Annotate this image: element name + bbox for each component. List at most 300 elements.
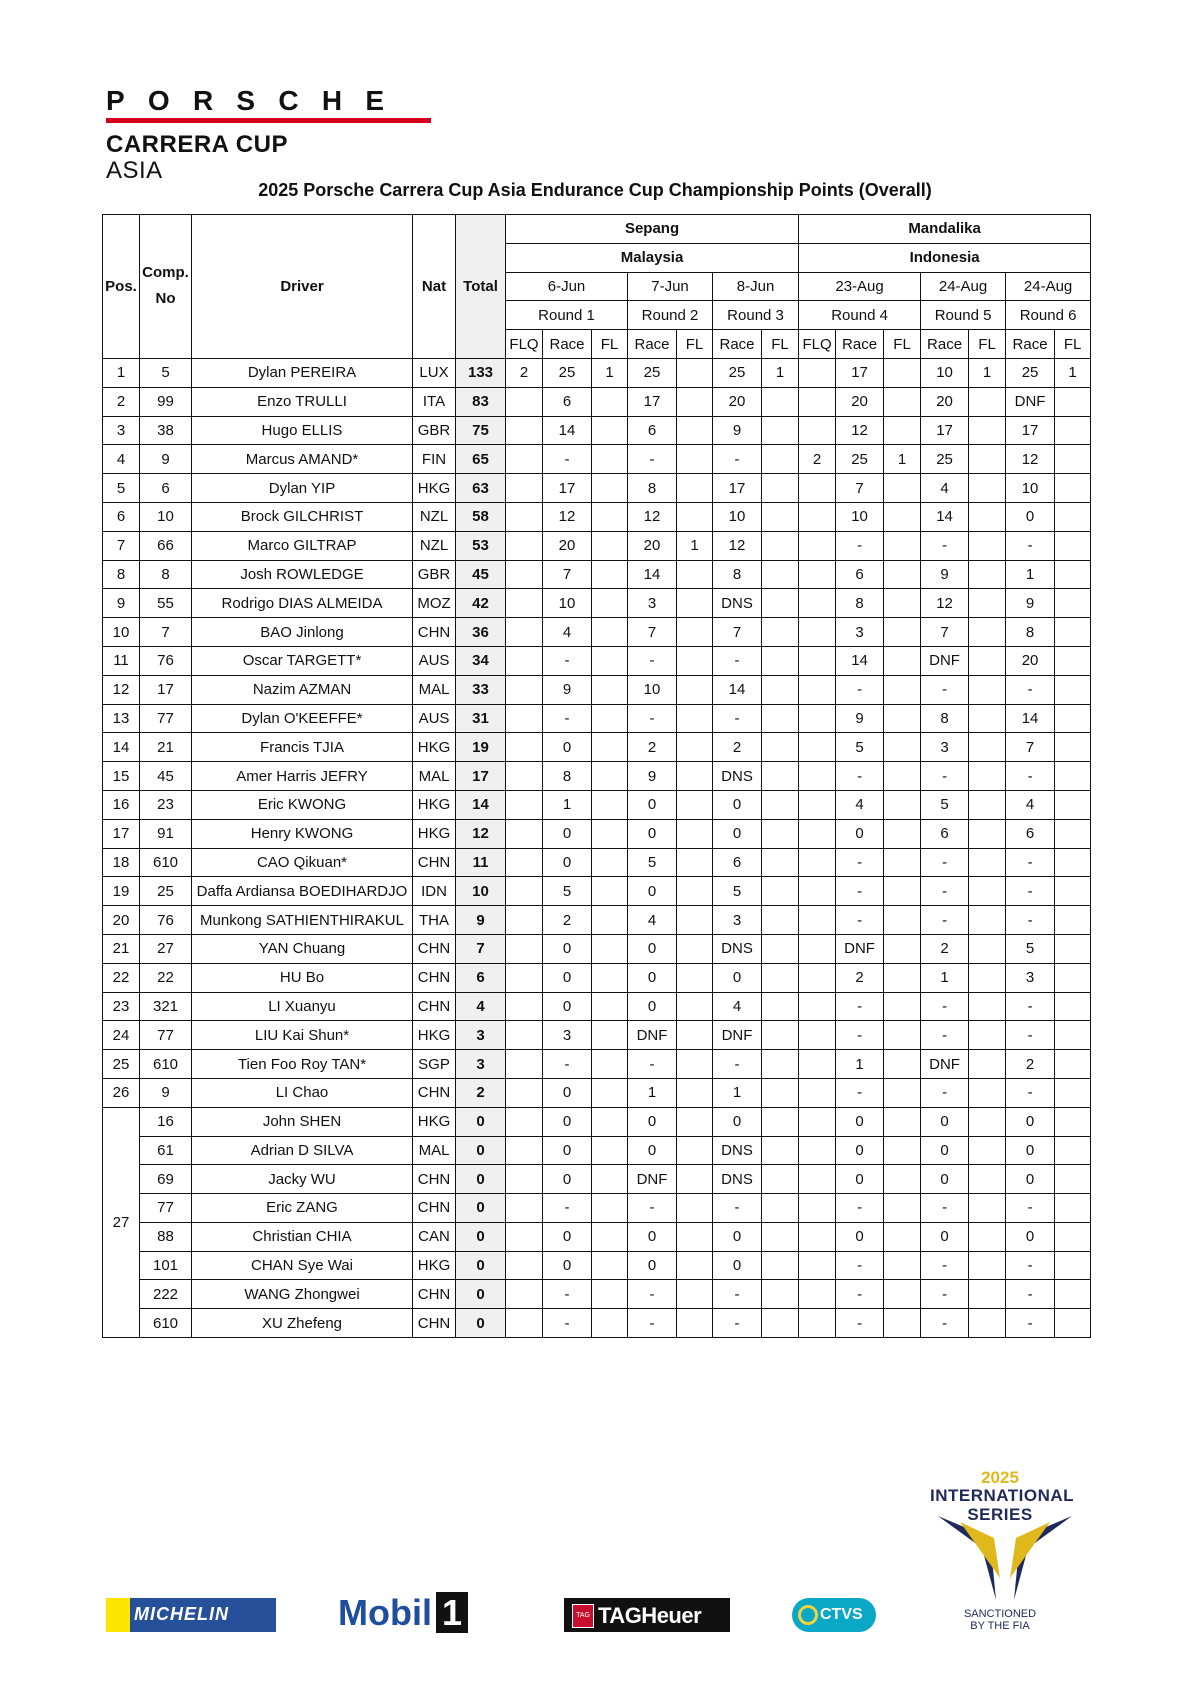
table-row — [103, 762, 1091, 791]
cell-r1flq — [506, 819, 543, 848]
cell-pos: 7 — [103, 531, 140, 560]
cell-r3fl — [762, 387, 799, 416]
cell-r4flq — [799, 531, 836, 560]
cell-r5: 25 — [921, 445, 969, 474]
cell-r3fl — [762, 1050, 799, 1079]
cell-r4: - — [836, 762, 884, 791]
cell-r6: - — [1006, 675, 1055, 704]
table-row — [103, 1251, 1091, 1280]
round-3-date: 8-Jun — [713, 272, 799, 301]
cell-r5fl — [969, 762, 1006, 791]
r1-fl-header: FL — [592, 330, 628, 359]
cell-r4fl — [884, 848, 921, 877]
cell-nat: MAL — [413, 762, 456, 791]
cell-r4: 2 — [836, 963, 884, 992]
cell-r6fl — [1055, 1222, 1091, 1251]
cell-driver: Josh ROWLEDGE — [192, 560, 413, 589]
table-row — [103, 1021, 1091, 1050]
cell-r5: 0 — [921, 1136, 969, 1165]
cell-r6: 9 — [1006, 589, 1055, 618]
cell-r6: 5 — [1006, 934, 1055, 963]
table-row — [103, 1280, 1091, 1309]
cell-r2: DNF — [628, 1021, 677, 1050]
cell-r1fl — [592, 387, 628, 416]
cell-driver: Oscar TARGETT* — [192, 646, 413, 675]
cell-r3: - — [713, 1280, 762, 1309]
cell-pos: 11 — [103, 646, 140, 675]
cell-no: 610 — [140, 1050, 192, 1079]
cell-r1fl — [592, 704, 628, 733]
cell-r1: - — [543, 646, 592, 675]
cell-nat: CHN — [413, 934, 456, 963]
cell-no: 8 — [140, 560, 192, 589]
cell-r3: DNS — [713, 762, 762, 791]
cell-r5fl — [969, 1078, 1006, 1107]
cell-nat: CHN — [413, 992, 456, 1021]
cell-r1flq — [506, 762, 543, 791]
michelin-logo-text: MICHELIN — [134, 1604, 229, 1624]
cell-r4flq — [799, 848, 836, 877]
cell-r2fl — [677, 1078, 713, 1107]
cell-no: 99 — [140, 387, 192, 416]
cell-total: 36 — [456, 618, 506, 647]
cell-no: 222 — [140, 1280, 192, 1309]
round-3-label: Round 3 — [713, 301, 799, 330]
cell-r1: 0 — [543, 1078, 592, 1107]
cell-pos: 20 — [103, 906, 140, 935]
cell-total: 10 — [456, 877, 506, 906]
cell-r6fl — [1055, 934, 1091, 963]
cell-pos: 22 — [103, 963, 140, 992]
cell-r3: - — [713, 445, 762, 474]
cell-r1fl — [592, 1107, 628, 1136]
cell-r2: 0 — [628, 1251, 677, 1280]
cell-r1fl — [592, 733, 628, 762]
cell-r5: 0 — [921, 1107, 969, 1136]
cell-r3: 6 — [713, 848, 762, 877]
cell-r2fl — [677, 934, 713, 963]
michelin-bibendum-icon — [106, 1598, 130, 1632]
cell-r1fl — [592, 1078, 628, 1107]
cell-no: 321 — [140, 992, 192, 1021]
cell-r5fl — [969, 733, 1006, 762]
cell-r1flq — [506, 877, 543, 906]
cell-pos: 21 — [103, 934, 140, 963]
cell-r6: - — [1006, 1280, 1055, 1309]
cell-r5: 8 — [921, 704, 969, 733]
cell-r2: 25 — [628, 358, 677, 387]
cell-r6fl — [1055, 1021, 1091, 1050]
cell-r4: 7 — [836, 474, 884, 503]
cell-r1: 3 — [543, 1021, 592, 1050]
cell-r4fl — [884, 906, 921, 935]
cell-r6fl — [1055, 1136, 1091, 1165]
cell-r4: 17 — [836, 358, 884, 387]
cell-total: 3 — [456, 1050, 506, 1079]
table-header — [103, 215, 1091, 359]
r3-race-header: Race — [713, 330, 762, 359]
cell-r6: - — [1006, 877, 1055, 906]
cell-r6fl — [1055, 992, 1091, 1021]
cell-pos: 4 — [103, 445, 140, 474]
cell-r1fl — [592, 560, 628, 589]
cell-nat: MAL — [413, 1136, 456, 1165]
cell-r6: - — [1006, 992, 1055, 1021]
cell-r6: 12 — [1006, 445, 1055, 474]
cell-r3fl — [762, 704, 799, 733]
cell-r4: DNF — [836, 934, 884, 963]
cell-pos: 27 — [103, 1107, 140, 1337]
cell-r4: - — [836, 848, 884, 877]
cell-r5fl — [969, 618, 1006, 647]
table-row — [103, 733, 1091, 762]
cell-r2: 3 — [628, 589, 677, 618]
cell-r4fl — [884, 589, 921, 618]
cell-r4: - — [836, 1309, 884, 1338]
cell-r4flq — [799, 1222, 836, 1251]
cell-no: 61 — [140, 1136, 192, 1165]
cell-r1: 1 — [543, 790, 592, 819]
international-series-title: INTERNATIONAL — [930, 1486, 1075, 1505]
cell-r4: - — [836, 1078, 884, 1107]
cell-r2: 0 — [628, 877, 677, 906]
cell-r2fl — [677, 1021, 713, 1050]
cell-r3: - — [713, 1050, 762, 1079]
table-row — [103, 502, 1091, 531]
cell-r4: - — [836, 1194, 884, 1223]
cell-r4: 0 — [836, 819, 884, 848]
cell-r2fl — [677, 618, 713, 647]
cell-nat: THA — [413, 906, 456, 935]
cell-driver: XU Zhefeng — [192, 1309, 413, 1338]
cell-total: 14 — [456, 790, 506, 819]
cell-no: 77 — [140, 704, 192, 733]
cell-r1fl — [592, 1251, 628, 1280]
cell-r1flq — [506, 1165, 543, 1194]
cell-nat: CHN — [413, 848, 456, 877]
cell-r2fl — [677, 1280, 713, 1309]
cell-nat: CHN — [413, 1165, 456, 1194]
cell-r3: 17 — [713, 474, 762, 503]
cell-r4fl: 1 — [884, 445, 921, 474]
cell-r1: 14 — [543, 416, 592, 445]
cell-driver: Nazim AZMAN — [192, 675, 413, 704]
cell-total: 7 — [456, 934, 506, 963]
cell-r4flq — [799, 1021, 836, 1050]
cell-r3: 7 — [713, 618, 762, 647]
cell-r6fl — [1055, 819, 1091, 848]
cell-r1fl — [592, 646, 628, 675]
cell-r6fl: 1 — [1055, 358, 1091, 387]
cell-r1flq — [506, 589, 543, 618]
cell-no: 77 — [140, 1194, 192, 1223]
table-row — [103, 819, 1091, 848]
cell-r5: 20 — [921, 387, 969, 416]
table-row — [103, 416, 1091, 445]
table-row — [103, 934, 1091, 963]
cell-r5fl — [969, 992, 1006, 1021]
cell-r4fl — [884, 646, 921, 675]
cell-no: 45 — [140, 762, 192, 791]
cell-r2fl — [677, 790, 713, 819]
cell-r5: 5 — [921, 790, 969, 819]
cell-r1flq — [506, 992, 543, 1021]
cell-r5: - — [921, 531, 969, 560]
cell-driver: LI Chao — [192, 1078, 413, 1107]
cell-no: 101 — [140, 1251, 192, 1280]
cell-total: 3 — [456, 1021, 506, 1050]
cell-r1: 9 — [543, 675, 592, 704]
round-2-date: 7-Jun — [628, 272, 713, 301]
cell-nat: CHN — [413, 1194, 456, 1223]
cell-r4: 14 — [836, 646, 884, 675]
cell-driver: Dylan YIP — [192, 474, 413, 503]
cell-pos: 15 — [103, 762, 140, 791]
cell-r1: 0 — [543, 848, 592, 877]
cell-r6: - — [1006, 1021, 1055, 1050]
cell-r3fl — [762, 1021, 799, 1050]
cell-total: 11 — [456, 848, 506, 877]
cell-r5: 10 — [921, 358, 969, 387]
cell-r3: - — [713, 1194, 762, 1223]
cell-r4fl — [884, 963, 921, 992]
cell-r5: 0 — [921, 1222, 969, 1251]
cell-r3: DNS — [713, 589, 762, 618]
cell-r3fl — [762, 675, 799, 704]
cell-r1fl — [592, 474, 628, 503]
cell-r1: 0 — [543, 1222, 592, 1251]
cell-r1fl — [592, 1021, 628, 1050]
table-row — [103, 992, 1091, 1021]
cell-r3fl — [762, 618, 799, 647]
cell-nat: ITA — [413, 387, 456, 416]
cell-total: 0 — [456, 1136, 506, 1165]
cell-driver: WANG Zhongwei — [192, 1280, 413, 1309]
cell-r2fl — [677, 646, 713, 675]
cell-driver: Jacky WU — [192, 1165, 413, 1194]
cell-r4fl — [884, 474, 921, 503]
tagheuer-logo — [564, 1598, 730, 1632]
cell-r2fl — [677, 1251, 713, 1280]
cell-nat: MAL — [413, 675, 456, 704]
cell-no: 9 — [140, 1078, 192, 1107]
cell-r6fl — [1055, 474, 1091, 503]
cell-r1flq — [506, 1309, 543, 1338]
round-2-label: Round 2 — [628, 301, 713, 330]
page-title: 2025 Porsche Carrera Cup Asia Endurance Cup Championship Points (Overall) — [258, 180, 932, 200]
table-row — [103, 877, 1091, 906]
cell-r2: 8 — [628, 474, 677, 503]
cell-r1flq — [506, 1136, 543, 1165]
col-nat-header: Nat — [413, 215, 456, 359]
cell-r1flq — [506, 1222, 543, 1251]
cell-r5fl — [969, 1107, 1006, 1136]
round-1-label: Round 1 — [506, 301, 628, 330]
cell-nat: FIN — [413, 445, 456, 474]
cell-r4fl — [884, 992, 921, 1021]
cell-r5fl — [969, 877, 1006, 906]
cell-nat: CHN — [413, 618, 456, 647]
cell-r6: - — [1006, 762, 1055, 791]
table-row — [103, 474, 1091, 503]
cell-r4: - — [836, 1280, 884, 1309]
cell-nat: CHN — [413, 1078, 456, 1107]
cell-r2: 20 — [628, 531, 677, 560]
cell-r1flq — [506, 502, 543, 531]
cell-r4: 0 — [836, 1136, 884, 1165]
porsche-wordmark-text: PORSCHE — [106, 88, 394, 114]
cell-r2: DNF — [628, 1165, 677, 1194]
cell-no: 10 — [140, 502, 192, 531]
cell-r3: 10 — [713, 502, 762, 531]
cell-r2: - — [628, 1194, 677, 1223]
cell-driver: Christian CHIA — [192, 1222, 413, 1251]
cell-r1: - — [543, 1309, 592, 1338]
cell-r1flq — [506, 1251, 543, 1280]
cell-r1flq — [506, 387, 543, 416]
cell-r4flq — [799, 877, 836, 906]
cell-total: 58 — [456, 502, 506, 531]
cell-r4flq — [799, 1280, 836, 1309]
cell-r2fl — [677, 1165, 713, 1194]
cell-r3: 0 — [713, 790, 762, 819]
table-body — [103, 358, 1091, 1337]
cell-total: 33 — [456, 675, 506, 704]
cell-r1fl — [592, 445, 628, 474]
cell-r1fl — [592, 1309, 628, 1338]
cell-nat: CAN — [413, 1222, 456, 1251]
cell-r1flq — [506, 618, 543, 647]
cell-r5: 1 — [921, 963, 969, 992]
cell-r1: 25 — [543, 358, 592, 387]
cell-r1fl — [592, 963, 628, 992]
cell-nat: HKG — [413, 733, 456, 762]
cell-total: 0 — [456, 1222, 506, 1251]
cell-r5fl — [969, 416, 1006, 445]
cell-r1fl — [592, 1050, 628, 1079]
cell-r4fl — [884, 877, 921, 906]
cell-r1flq — [506, 848, 543, 877]
cell-r5fl — [969, 1136, 1006, 1165]
cell-nat: HKG — [413, 474, 456, 503]
cell-r3: 2 — [713, 733, 762, 762]
cell-pos: 24 — [103, 1021, 140, 1050]
cell-r2fl — [677, 560, 713, 589]
cell-r3: 0 — [713, 1222, 762, 1251]
cell-r2: 0 — [628, 1107, 677, 1136]
round-4-label: Round 4 — [799, 301, 921, 330]
cell-pos: 12 — [103, 675, 140, 704]
cell-driver: Tien Foo Roy TAN* — [192, 1050, 413, 1079]
cell-no: 27 — [140, 934, 192, 963]
cell-r6: - — [1006, 906, 1055, 935]
cell-r3: - — [713, 646, 762, 675]
table-row — [103, 387, 1091, 416]
cell-r5: 0 — [921, 1165, 969, 1194]
col-total-header: Total — [456, 215, 506, 359]
cell-nat: CHN — [413, 963, 456, 992]
cell-r4flq — [799, 589, 836, 618]
cell-r2fl — [677, 358, 713, 387]
cell-r5fl — [969, 1309, 1006, 1338]
cell-r6fl — [1055, 531, 1091, 560]
cell-nat: AUS — [413, 646, 456, 675]
cell-total: 45 — [456, 560, 506, 589]
cell-driver: LI Xuanyu — [192, 992, 413, 1021]
cell-r1flq — [506, 1050, 543, 1079]
cell-no: 610 — [140, 848, 192, 877]
cell-nat: CHN — [413, 1309, 456, 1338]
fia-sanction-line-1: SANCTIONED — [963, 1608, 1037, 1620]
cell-pos: 10 — [103, 618, 140, 647]
cell-r1flq — [506, 733, 543, 762]
cell-r4fl — [884, 502, 921, 531]
cell-r4flq — [799, 646, 836, 675]
cell-r5fl — [969, 675, 1006, 704]
cell-r4flq: 2 — [799, 445, 836, 474]
cell-r3fl — [762, 877, 799, 906]
cell-r1: - — [543, 1280, 592, 1309]
cell-r2: 0 — [628, 790, 677, 819]
cell-r3: - — [713, 1309, 762, 1338]
cell-r3: DNS — [713, 934, 762, 963]
cell-r3: 0 — [713, 1251, 762, 1280]
cell-pos: 1 — [103, 358, 140, 387]
cell-r4flq — [799, 790, 836, 819]
cell-driver: Daffa Ardiansa BOEDIHARDJO — [192, 877, 413, 906]
cell-r6: 10 — [1006, 474, 1055, 503]
cell-pos: 18 — [103, 848, 140, 877]
cell-r3fl — [762, 906, 799, 935]
cell-driver: Adrian D SILVA — [192, 1136, 413, 1165]
cell-r1: - — [543, 1194, 592, 1223]
cell-r1fl — [592, 1165, 628, 1194]
cell-r1: 0 — [543, 819, 592, 848]
table-row — [103, 560, 1091, 589]
cell-r1fl — [592, 848, 628, 877]
cell-r5: - — [921, 1021, 969, 1050]
cell-r3fl — [762, 762, 799, 791]
cell-total: 133 — [456, 358, 506, 387]
cell-r1flq — [506, 704, 543, 733]
cell-r4fl — [884, 704, 921, 733]
cell-nat: HKG — [413, 819, 456, 848]
cell-r4: 12 — [836, 416, 884, 445]
cell-r4: 3 — [836, 618, 884, 647]
cell-r4fl — [884, 1107, 921, 1136]
cell-r1: 0 — [543, 1251, 592, 1280]
cell-r5: - — [921, 1078, 969, 1107]
cell-r1: 12 — [543, 502, 592, 531]
cell-r2: 10 — [628, 675, 677, 704]
cell-nat: CHN — [413, 1280, 456, 1309]
table-row — [103, 445, 1091, 474]
cell-r1: 0 — [543, 992, 592, 1021]
cell-r6: 20 — [1006, 646, 1055, 675]
cell-r5: 7 — [921, 618, 969, 647]
cell-total: 0 — [456, 1280, 506, 1309]
cell-r3: 12 — [713, 531, 762, 560]
cell-r5fl — [969, 531, 1006, 560]
cell-r4: - — [836, 675, 884, 704]
cell-r3: 1 — [713, 1078, 762, 1107]
cell-r4: 1 — [836, 1050, 884, 1079]
cell-no: 22 — [140, 963, 192, 992]
cell-r1: 10 — [543, 589, 592, 618]
cell-r1fl — [592, 992, 628, 1021]
cell-driver: LIU Kai Shun* — [192, 1021, 413, 1050]
cell-r5: 3 — [921, 733, 969, 762]
